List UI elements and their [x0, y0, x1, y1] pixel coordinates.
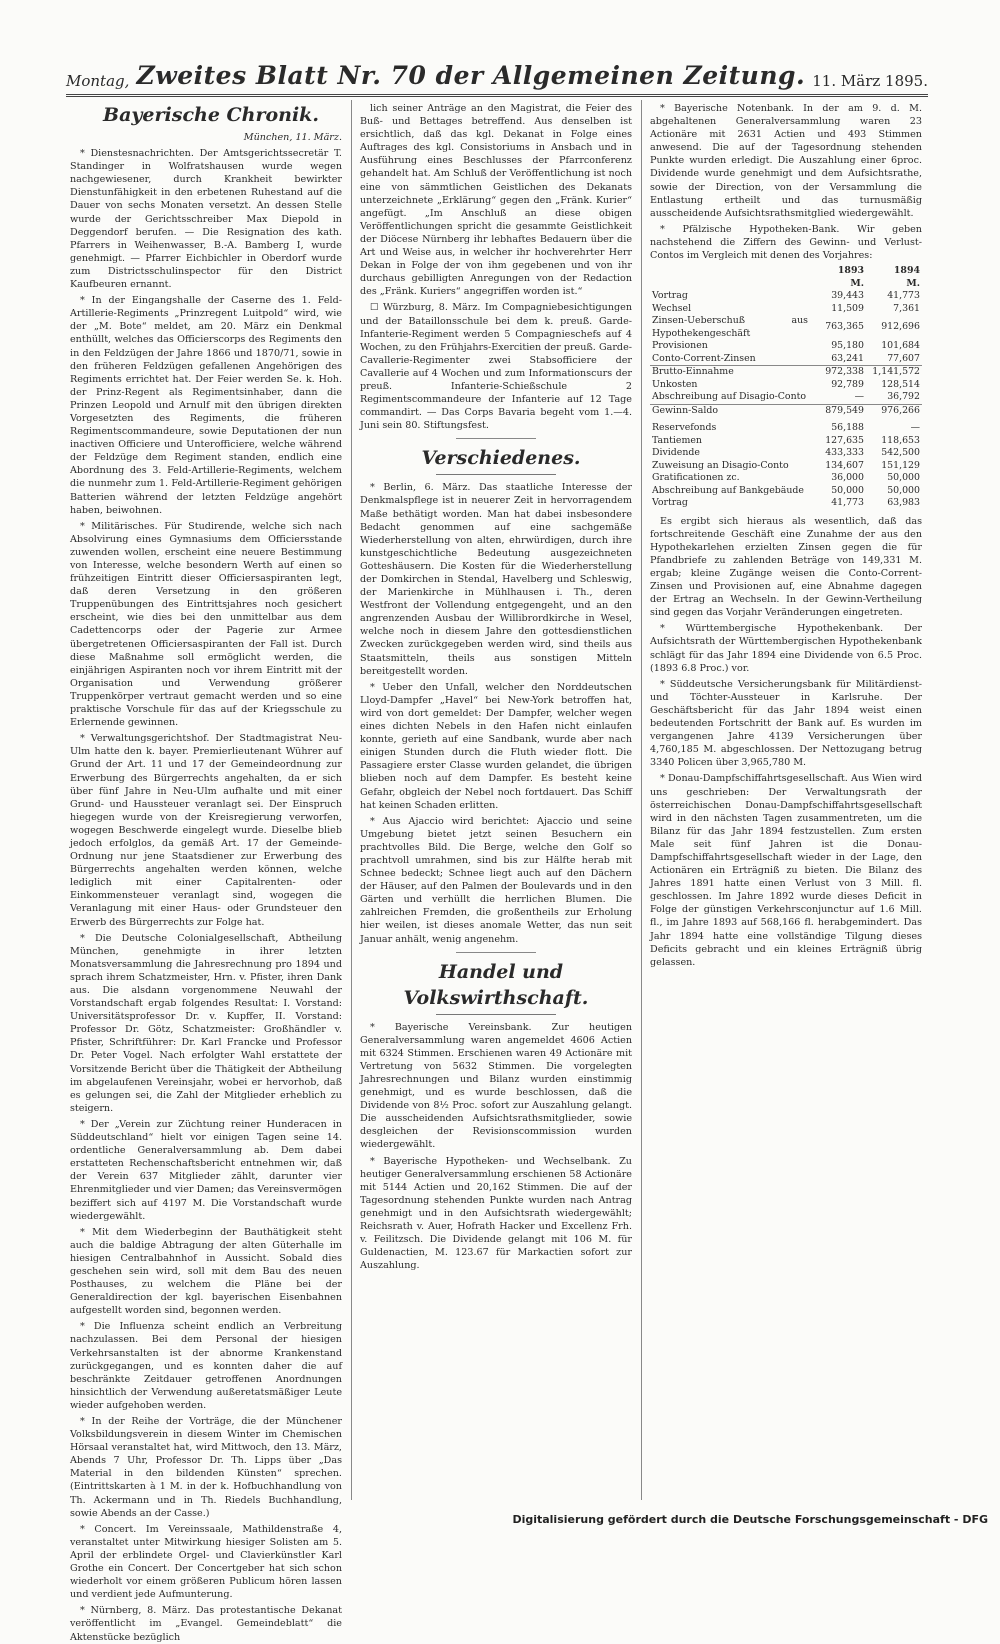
article-paragraph: * Berlin, 6. März. Das staatliche Interesse der Denkmalspflege ist in neuerer Zeit in hervorragendem Maße bethätigt worden. Man hat dabei insbesondere Bedacht genommen auf eine sachgemäße Wiederherstellung von alten, ehrwürdigen, durch ihre kunstgeschichtliche Bedeutung ausgezeichneten Gotteshäusern. Die Kosten für die Wiederherstellung der Domkirchen in Stendal, Havelberg und Schleswig, der Marienkirche in Mühlhausen i. Th., deren Westfront der Vollendung entgegengeht, und an den angrenzenden Ausbau der Willibrordkirche in Wesel, welche noch in diesem Jahre den gottesdienstlichen Zwecken zurückgegeben werden wird, sind theils aus Staatsmitteln, theils aus sonstigen Mitteln bereitgestellt worden. [360, 482, 632, 677]
article-paragraph: lich seiner Anträge an den Magistrat, die Feier des Buß- und Bettages betreffend. Aus denselben ist ersichtlich, daß das kgl. Dekanat in Folge eines Auftrages des kgl. Consistoriums in Ansbach und in Ausführung eines Beschlusses der Pfarrconferenz gehandelt hat. Am Schluß der Veröffentlichung ist noch eine von sämmtlichen Geistlichen des Dekanats unterzeichnete „Erklärung“ gegen den „Fränk. Kurier“ angefügt. „Im Anschluß an diese obigen Veröffentlichungen spricht die gesammte Geistlichkeit der Diöcese Nürnberg ihr lebhaftes Bedauern über die Art und Weise aus, in welcher ihr hochverehrter Herr Dekan in Folge der von ihm gegebenen und von ihr durchaus gebilligten Anregungen von der Redaction des „Fränk. Kuriers“ angegriffen worden ist.“ [360, 103, 632, 298]
article-paragraph: * Verwaltungsgerichtshof. Der Stadtmagistrat Neu-Ulm hatte den k. bayer. Premierlieutenant Wührer auf Grund der Art. 11 und 17 der Gemeindeordnung zur Erwerbung des Bürgerrechts angehalten, da er sich über fünf Jahre in Neu-Ulm aufhalte und mit einer Grund- und Haussteuer veranlagt sei. Der Einspruch hiegegen wurde von der Kreisregierung verworfen, wogegen Beschwerde eingelegt wurde. Dieselbe blieb jedoch erfolglos, da gemäß Art. 17 der Gemeinde-Ordnung nur jene Staatsdiener zur Erwerbung des Bürgerrechts angehalten werden können, welche lediglich mit einer Capitalrenten- oder Einkommensteuer veranlagt sind, wogegen die Veranlagung mit einer Haus- oder Grundsteuer den Erwerb des Bürgerrechts zur Folge hat. [70, 733, 342, 928]
heading-rule [436, 474, 556, 475]
article-paragraph: * Donau-Dampfschiffahrtsgesellschaft. Aus Wien wird uns geschrieben: Der Verwaltungsrath der österreichischen Donau-Dampfschiffahrtsgesellschaft wird in den nächsten Tagen zusammentreten, um die Bilanz für das Jahr 1894 festzustellen. Zum ersten Male seit fünf Jahren ist die Donau-Dampfschiffahrtsgesellschaft wieder in der Lage, den Actionären ein Erträgniß zu bieten. Die Bilanz des Jahres 1891 hatte einen Verlust von 3 Mill. fl. geschlossen. Im Jahre 1892 wurde dieses Deficit in Folge der günstigen Verkehrsconjunctur auf 1.6 Mill. fl., im Jahre 1893 auf 568,166 fl. herabgemindert. Das Jahr 1894 hatte eine vollständige Tilgung dieses Deficits gebracht und ein kleines Erträgniß übrig gelassen. [650, 773, 922, 968]
financial-table-income [650, 265, 922, 417]
article-paragraph: * Pfälzische Hypotheken-Bank. Wir geben nachstehend die Ziffern des Gewinn- und Verlust-Contos im Vergleich mit denen des Vorjahres: [650, 223, 922, 262]
article-paragraph: * Aus Ajaccio wird berichtet: Ajaccio und seine Umgebung bietet jetzt seinen Besuchern ein prachtvolles Bild. Die Berge, welche den Golf so prachtvoll umrahmen, sind bis zur Hälfte herab mit Schnee bedeckt; Schnee liegt auch auf den Dächern der Häuser, auf den Palmen der Boulevards und in den Gärten und verhüllt die herrlichen Blumen. Die zahlreichen Fremden, die großentheils zur Erholung hier weilen, ist dieses anomale Wetter, das nun seit Januar anhält, wenig angenehm. [360, 815, 632, 945]
article-paragraph: Es ergibt sich hieraus als wesentlich, daß das fortschreitende Geschäft eine Zunahme der aus den Hypothekarlehen erzielten Zinsen gegen die für Pfandbriefe zu zahlenden Beträge von 149,331 M. ergab; kleine Zugänge weisen die Conto-Corrent-Zinsen und Provisionen auf, eine Abnahme dagegen der Ertrag an Wechseln. In der Gewinn-Vertheilung sind gegen das Vorjahr Veränderungen eingetreten. [650, 515, 922, 619]
table-row: Provisionen 95,180 101,684 [652, 340, 920, 352]
table-row: Vortrag 41,773 63,983 [652, 497, 920, 509]
year-header: 1894 [893, 265, 920, 277]
article-paragraph: * In der Eingangshalle der Caserne des 1. Feld-Artillerie-Regiments „Prinzregent Luitpold“ wird, wie der „M. Bote“ meldet, am 20. März ein Denkmal enthüllt, welches das Officierscorps des Regiments den in den Feldzügen der Jahre 1866 und 1870/71, sowie in den früheren Feldzügen gefallenen Angehörigen des Regiments errichtet hat. Der Feier werden Se. k. Hoh. der Prinz-Regent als Regimentsinhaber, dann die Prinzen Leopold und Arnulf mit den übrigen direkten Vorgesetzten des Regiments, die früheren Regimentscommandeure, sowie Deputationen der nun inactiven Officiere und Unterofficiere, welche während der Feldzüge dem Regiment standen, endlich eine Abordnung des 3. Feld-Artillerie-Regiments, welchem die nunmehr zum 1. Feld-Artillerie-Regiment gehörigen Batterien während der letzten Feldzüge angehört haben, beiwohnen. [70, 295, 342, 516]
table-row: Abschreibung auf Bankgebäude 50,000 50,000 [652, 484, 920, 496]
masthead-date: 11. März 1895. [812, 72, 928, 90]
article-paragraph: * Die Influenza scheint endlich an Verbreitung nachzulassen. Bei dem Personal der hiesigen Verkehrsanstalten ist der abnorme Krankenstand zurückgegangen, und es konnten daher die auf beschränkte Zeitdauer getroffenen Anordnungen hinsichtlich der Verwendung außeretatsmäßiger Leute wieder aufgehoben werden. [70, 1321, 342, 1411]
column-divider [351, 100, 352, 1500]
article-paragraph: * Dienstesnachrichten. Der Amtsgerichtssecretär T. Standinger in Wolfratshausen wurde wegen nachgewiesener, durch Krankheit bewirkter Dienstunfähigkeit in den erbetenen Ruhestand auf die Dauer von sechs Monaten versetzt. An dessen Stelle wurde der Gerichtsschreiber Max Diepold in Deggendorf berufen. — Die Resignation des kath. Pfarrers in Weihenwasser, B.-A. Bamberg I, wurde genehmigt. — Pfarrer Eichbichler in Oberdorf wurde zum Districtsschulinspector für den District Kaufbeuren ernannt. [70, 148, 342, 291]
table-row: Conto-Corrent-Zinsen 63,241 77,607 [652, 352, 920, 364]
table-row: Vortrag 39,443 41,773 [652, 290, 920, 302]
unit-header: M. [850, 277, 864, 289]
article-paragraph: ☐ Würzburg, 8. März. Im Compagniebesichtigungen und der Bataillonsschule bei dem k. preuß. Garde-Infanterie-Regiment werden 5 Compagnieschefs auf 4 Wochen, zu den Frühjahrs-Exercitien der preuß. Garde-Cavallerie-Regimenter zwei Stabsofficiere der Cavallerie auf 4 Wochen und zum Informationscurs der preuß. Infanterie-Schießschule 2 Regimentscommandeure der Infanterie auf 12 Tage commandirt. — Das Corps Bavaria begeht vom 1.—4. Juni sein 80. Stiftungsfest. [360, 302, 632, 432]
table-total-row: Brutto-Einnahme 972,338 1,141,572 [652, 366, 920, 378]
table-row: Wechsel 11,509 7,361 [652, 302, 920, 314]
column-2 [360, 102, 632, 1500]
article-paragraph: * Die Deutsche Colonialgesellschaft, Abtheilung München, genehmigte in ihrer letzten Monatsversammlung die Jahresrechnung pro 1894 und sprach ihrem Schatzmeister, Hrn. v. Pfister, ihren Dank aus. Die alsdann vorgenommene Neuwahl der Vorstandschaft ergab folgendes Resultat: I. Vorstand: Universitätsprofessor Dr. v. Kupffer, II. Vorstand: Professor Dr. Götz, Schatzmeister: Großhändler v. Pfister, Schriftführer: Dr. Karl Francke und Professor Dr. Peter Vogel. Nach erfolgter Wahl erstattete der Vorsitzende Bericht über die Thätigkeit der Abtheilung im abgelaufenen Vereinsjahr, wobei er hervorhob, daß es gelungen sei, die Zahl der Mitglieder erheblich zu steigern. [70, 932, 342, 1114]
article-paragraph: * Süddeutsche Versicherungsbank für Militärdienst- und Töchter-Aussteuer in Karlsruhe. Der Geschäftsbericht für das Jahr 1894 weist einen bedeutenden Fortschritt der Bank auf. Es wurden im vergangenen Jahre 4139 Versicherungen über 4,760,185 M. abgeschlossen. Der Nettozugang betrug 3340 Policen über 3,965,780 M. [650, 678, 922, 769]
year-header: 1893 [837, 265, 864, 277]
section-heading-bayerische-chronik: Bayerische Chronik. [103, 104, 319, 126]
dateline: München, 11. März. [243, 132, 342, 143]
table-net-row: Gewinn-Saldo 879,549 976,266 [652, 404, 920, 416]
separator [456, 438, 536, 439]
masthead-rule [66, 94, 928, 97]
heading-rule [436, 1014, 556, 1015]
table-row: Zuweisung an Disagio-Conto 134,607 151,129 [652, 459, 920, 471]
article-paragraph: * Der „Verein zur Züchtung reiner Hunderacen in Süddeutschland“ hielt vor einigen Tagen seine 14. ordentliche Generalversammlung ab. Dem dabei erstatteten Rechenschaftsbericht entnehmen wir, daß der Verein 637 Mitglieder zählt, darunter vier Ehrenmitglieder und vier Damen; das Vereinsvermögen beziffert sich auf 4197 M. Die Vorstandschaft wurde wiedergewählt. [70, 1118, 342, 1222]
section-heading-handel: Handel und Volkswirthschaft. [403, 960, 589, 1009]
masthead [66, 50, 928, 90]
table-row: Tantiemen 127,635 118,653 [652, 434, 920, 446]
column-3 [650, 102, 922, 1500]
digitization-credit: Digitalisierung gefördert durch die Deutsche Forschungsgemeinschaft - DFG [512, 1513, 988, 1526]
column-1 [70, 102, 342, 1643]
table-row: Reservefonds 56,188 — [652, 422, 920, 434]
article-paragraph: * Concert. Im Vereinssaale, Mathildenstraße 4, veranstaltet unter Mitwirkung hiesiger Solisten am 5. April der erblindete Orgel- und Clavierkünstler Karl Grothe ein Concert. Der Concertgeber hat sich schon wiederholt vor einem größeren Publicum hören lassen und verdient jede Aufmunterung. [70, 1523, 342, 1601]
article-paragraph: * Württembergische Hypothekenbank. Der Aufsichtsrath der Württembergischen Hypothekenbank schlägt für das Jahr 1894 eine Dividende von 6.5 Proc. (1893 6.8 Proc.) vor. [650, 623, 922, 674]
section-heading-verschiedenes: Verschiedenes. [421, 447, 581, 470]
masthead-day: Montag, [66, 72, 130, 90]
table-row: Dividende 433,333 542,500 [652, 447, 920, 459]
article-paragraph: * Mit dem Wiederbeginn der Bauthätigkeit steht auch die baldige Abtragung der alten Güterhalle im hiesigen Centralbahnhof in Aussicht. Sobald dies geschehen sein wird, soll mit dem Bau des neuen Posthauses, zu welchem die Pläne bei der Generaldirection der kgl. bayerischen Eisenbahnen aufgestellt worden sind, begonnen werden. [70, 1226, 342, 1317]
column-divider [641, 100, 642, 1500]
article-paragraph: * Bayerische Vereinsbank. Zur heutigen Generalversammlung waren angemeldet 4606 Actien mit 6324 Stimmen. Erschienen waren 49 Actionäre mit Vertretung von 5632 Stimmen. Die vorgelegten Jahresrechnungen und Bilanz wurden einstimmig genehmigt, und es wurde beschlossen, daß die Dividende von 8½ Proc. sofort zur Auszahlung gelangt. Die ausscheidenden Aufsichtsrathsmitglieder, sowie desgleichen der Revisionscommission wurden wiedergewählt. [360, 1021, 632, 1151]
table-row: Gratificationen zc. 36,000 50,000 [652, 472, 920, 484]
article-paragraph: * Bayerische Hypotheken- und Wechselbank. Zu heutiger Generalversammlung erschienen 58 Actionäre mit 5144 Actien und 20,162 Stimmen. Die auf der Tagesordnung stehenden Punkte wurden nach Antrag genehmigt und in den Aufsichtsrath wiedergewählt; Reichsrath v. Auer, Hofrath Hacker und Excellenz Frh. v. Feilitzsch. Die Dividende gelangt mit 106 M. für Guldenactien, M. 123.67 für Markactien sofort zur Auszahlung. [360, 1155, 632, 1272]
table-row: Unkosten 92,789 128,514 [652, 378, 920, 390]
table-row: Abschreibung auf Disagio-Conto — 36,792 [652, 391, 920, 403]
table-row: Zinsen-Ueberschuß aus Hypothekengeschäft 763,365 912,696 [652, 315, 920, 339]
unit-header: M. [906, 277, 920, 289]
separator [456, 952, 536, 953]
article-paragraph: * In der Reihe der Vorträge, die der Münchener Volksbildungsverein in diesem Winter im Chemischen Hörsaal veranstaltet hat, wird Mittwoch, den 13. März, Abends 7 Uhr, Professor Dr. Th. Lipps über „Das Material in den bildenden Künsten“ sprechen. (Eintrittskarten à 1 M. in der k. Hofbuchhandlung von Th. Ackermann und in Th. Riedels Buchhandlung, sowie Abends an der Casse.) [70, 1416, 342, 1519]
article-paragraph: * Bayerische Notenbank. In der am 9. d. M. abgehaltenen Generalversammlung waren 23 Actionäre mit 2631 Actien und 493 Stimmen anwesend. Die auf der Tagesordnung stehenden Punkte wurden erledigt. Die Auszahlung einer 6proc. Dividende wurde genehmigt und dem Aufsichtsrathe, sowie der Direction, von der Versammlung die Entlastung ertheilt und das turnusmäßig ausscheidende Aufsichtsrathsmitglied wiedergewählt. [650, 103, 922, 219]
article-paragraph: * Militärisches. Für Studirende, welche sich nach Absolvirung eines Gymnasiums dem Officiersstande zuwenden wollen, erscheint eine neuere Bestimmung von Interesse, welche besondern Werth auf einen so frühzeitigen Eintritt dieser Officiersaspiranten legt, daß deren Versetzung in den größeren Truppenübungen des Eintrittsjahres noch gesichert erscheint, wie dies bei den unmittelbar aus dem Cadettencorps oder der Pagerie zur Armee übergetretenen Officiersaspiranten der Fall ist. Durch diese Maßnahme soll ermöglicht werden, die einjährigen Aspiranten noch vor ihrem Eintritt mit der Organisation und Verwendung größerer Truppenkörper vertraut gemacht werden und so eine praktische Vorschule für das auf der Kriegsschule zu Erlernende gewinnen. [70, 520, 342, 729]
masthead-title: Zweites Blatt Nr. 70 der Allgemeinen Zeitung. [136, 61, 806, 90]
article-paragraph: * Ueber den Unfall, welcher den Norddeutschen Lloyd-Dampfer „Havel“ bei New-York betroffen hat, wird von dort gemeldet: Der Dampfer, welcher wegen eines dichten Nebels in den Hafen nicht einlaufen konnte, gerieth auf eine Sandbank, wurde aber nach einigen Stunden durch die Fluth wieder flott. Die Passagiere erster Classe wurden gelandet, die übrigen blieben noch auf dem Dampfer. Es besteht keine Gefahr, obgleich der Nebel noch fortdauert. Das Schiff hat keinen Schaden erlitten. [360, 681, 632, 811]
article-paragraph: * Nürnberg, 8. März. Das protestantische Dekanat veröffentlicht im „Evangel. Gemeindeblatt“ die Aktenstücke bezüglich [70, 1605, 342, 1643]
financial-table-distribution [650, 422, 922, 510]
